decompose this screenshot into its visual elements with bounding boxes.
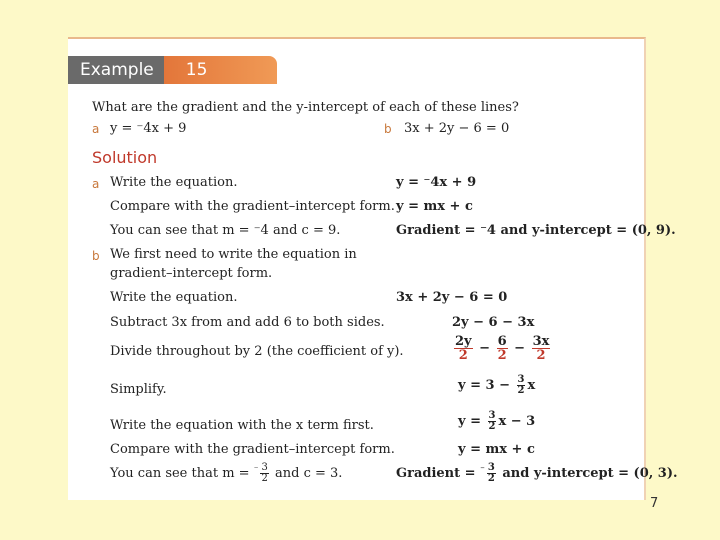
b-step7: Compare with the gradient–intercept form. xyxy=(110,442,395,457)
b-step8-math xyxy=(396,463,678,484)
b-step4-den1: 2 xyxy=(458,348,468,363)
b-step1-line1: We first need to write the equation in xyxy=(110,247,357,262)
b-step8-pre: You can see that m = xyxy=(110,466,250,481)
b-step8 xyxy=(110,463,342,484)
a-step1: Write the equation. xyxy=(110,175,238,190)
b-step4-num3: 3x xyxy=(532,334,550,349)
part-b-equation: 3x + 2y − 6 = 0 xyxy=(404,121,510,136)
page-number: 7 xyxy=(650,496,659,511)
b-step3-math: 2y − 6 − 3x xyxy=(452,315,535,330)
part-a-label: a xyxy=(92,122,100,136)
solution-a-label: a xyxy=(92,177,100,191)
b-step8-num: 3 xyxy=(261,462,268,473)
b-step8-post: and c = 3. xyxy=(275,466,343,481)
b-step6-post: x − 3 xyxy=(498,414,536,429)
b-step4-num2: 6 xyxy=(497,334,507,349)
a-step2: Compare with the gradient–intercept form. xyxy=(110,199,395,214)
b-step5-post: x xyxy=(527,378,536,393)
part-a-equation: y = ⁻4x + 9 xyxy=(110,121,187,136)
b-step8-math-den: 2 xyxy=(487,473,495,484)
b-step2: Write the equation. xyxy=(110,290,238,305)
b-step3: Subtract 3x from and add 6 to both sides. xyxy=(110,315,385,330)
b-step6-pre: y = xyxy=(458,414,481,429)
a-step3-math: Gradient = ⁻4 and y-intercept = (0, 9). xyxy=(396,223,676,238)
b-step8-sign: ⁻ xyxy=(253,465,259,475)
solution-b-label: b xyxy=(92,249,100,263)
b-step2-math: 3x + 2y − 6 = 0 xyxy=(396,290,508,305)
b-step4: Divide throughout by 2 (the coefficient of y). xyxy=(110,344,404,359)
a-step1-math: y = ⁻4x + 9 xyxy=(396,175,477,190)
b-step6-math xyxy=(458,411,535,432)
example-panel xyxy=(68,37,678,500)
solution-title: Solution xyxy=(92,148,158,167)
b-step5-math xyxy=(458,375,535,396)
b-step1-line2: gradient–intercept form. xyxy=(110,266,273,281)
b-step6-den: 2 xyxy=(488,421,496,432)
a-step2-math: y = mx + c xyxy=(396,199,473,214)
b-step4-den3: 2 xyxy=(536,348,546,363)
example-header xyxy=(68,56,277,84)
b-step7-math: y = mx + c xyxy=(458,442,535,457)
b-step5-num: 3 xyxy=(517,374,525,385)
b-step4-den2: 2 xyxy=(497,348,507,363)
part-b-label: b xyxy=(384,122,392,136)
b-step5-pre: y = 3 − xyxy=(458,378,510,393)
b-step8-math-num: 3 xyxy=(487,462,495,473)
b-step4-op1: − xyxy=(479,341,491,356)
b-step4-op2: − xyxy=(514,341,526,356)
b-step8-math-pre: Gradient = xyxy=(396,466,476,481)
b-step5: Simplify. xyxy=(110,382,167,397)
b-step8-math-sign: ⁻ xyxy=(480,465,485,475)
b-step6-num: 3 xyxy=(488,410,496,421)
b-step6: Write the equation with the x term first. xyxy=(110,418,374,433)
b-step8-math-post: and y-intercept = (0, 3). xyxy=(502,466,678,481)
question-text: What are the gradient and the y-intercept of each of these lines? xyxy=(92,100,519,115)
b-step4-num1: 2y xyxy=(455,334,472,349)
a-step3: You can see that m = ⁻4 and c = 9. xyxy=(110,223,341,238)
b-step8-den: 2 xyxy=(261,473,268,484)
b-step4-math xyxy=(452,335,552,362)
example-label: Example xyxy=(68,56,164,84)
b-step5-den: 2 xyxy=(517,385,525,396)
example-number: 15 xyxy=(164,56,278,84)
